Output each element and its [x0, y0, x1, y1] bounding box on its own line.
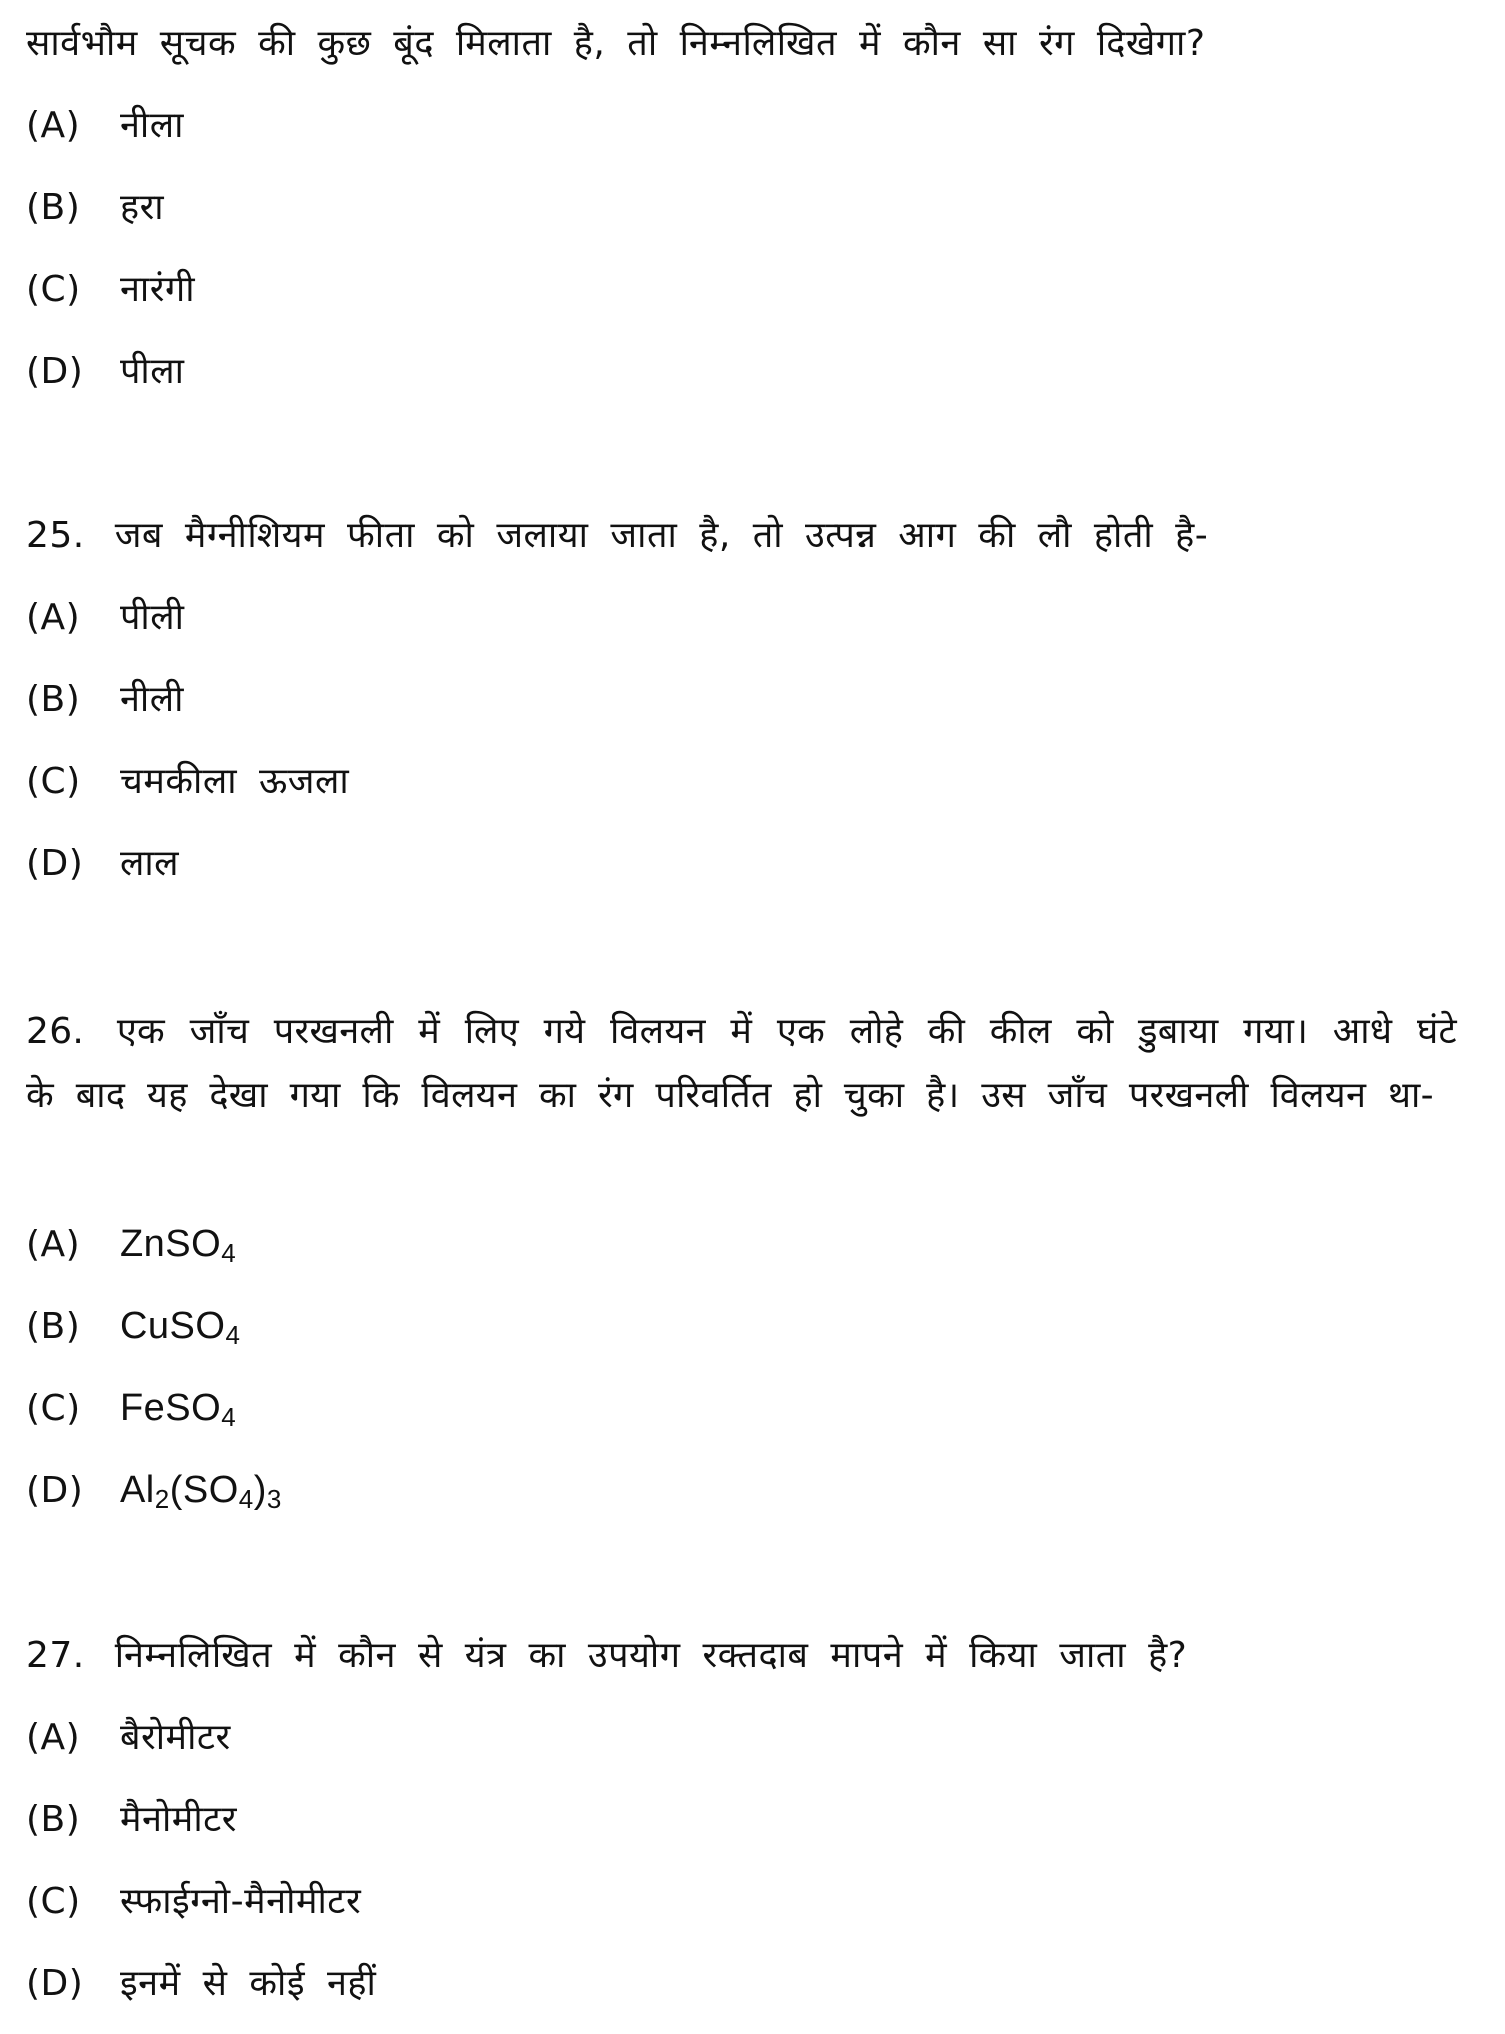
option-label: (A) — [26, 597, 81, 638]
option-label: (B) — [26, 1306, 81, 1347]
option-text: नारंगी — [119, 269, 196, 310]
question-number: 25. — [26, 515, 85, 556]
q26-option-d — [26, 1468, 1475, 1513]
option-text: नीला — [119, 105, 184, 146]
option-label: (D) — [26, 351, 84, 392]
option-label: (A) — [26, 1224, 81, 1265]
q26-option-a — [26, 1222, 1475, 1267]
question-text: जब मैग्नीशियम फीता को जलाया जाता है, तो उत्पन्न आग की लौ होती है- — [114, 515, 1209, 556]
question-text: निम्नलिखित में कौन से यंत्र का उपयोग रक्तदाब मापने में किया जाता है? — [114, 1635, 1188, 1676]
question-text: एक जाँच परखनली में लिए गये विलयन में एक लोहे की कील को डुबाया गया। आधे घंटे के बाद यह देखा गया कि विलयन का रंग परिवर्तित हो चुका है। उस जाँच परखनली विलयन था- — [26, 1011, 1457, 1116]
question-number: 26. — [26, 1011, 85, 1052]
option-text: पीला — [119, 351, 185, 392]
q27-option-b — [26, 1798, 1475, 1842]
chemical-formula: $Al_2(SO_4)_3$ — [119, 1469, 282, 1514]
option-text: स्फाईग्नो-मैनोमीटर — [119, 1881, 362, 1922]
question-27 — [26, 1634, 1475, 1678]
option-label: (C) — [26, 1388, 81, 1429]
option-label: (C) — [26, 269, 81, 310]
chemical-formula: FeSO$_4$ — [119, 1387, 237, 1432]
chemical-formula: ZnSO$_4$ — [119, 1223, 237, 1268]
option-label: (B) — [26, 679, 81, 720]
option-label: (D) — [26, 1470, 84, 1511]
option-label: (B) — [26, 187, 81, 228]
question-number: 27. — [26, 1635, 85, 1676]
q25-option-d — [26, 842, 1475, 886]
q27-option-c — [26, 1880, 1475, 1924]
option-label: (C) — [26, 1881, 81, 1922]
q25-option-c — [26, 760, 1475, 804]
option-text: मैनोमीटर — [119, 1799, 238, 1840]
option-label: (A) — [26, 1717, 81, 1758]
option-label: (C) — [26, 761, 81, 802]
q27-option-d — [26, 1962, 1475, 2006]
option-text: लाल — [119, 843, 180, 884]
option-text: नीली — [119, 679, 184, 720]
question-24-text: सार्वभौम सूचक की कुछ बूंद मिलाता है, तो निम्नलिखित में कौन सा रंग दिखेगा? — [26, 23, 1206, 64]
option-text: पीली — [119, 597, 185, 638]
option-label: (B) — [26, 1799, 81, 1840]
question-25 — [26, 514, 1475, 558]
q24-option-c — [26, 268, 1475, 312]
q24-option-b — [26, 186, 1475, 230]
q24-option-d — [26, 350, 1475, 394]
chemical-formula: CuSO$_4$ — [119, 1305, 241, 1350]
q25-option-b — [26, 678, 1475, 722]
q26-option-b — [26, 1304, 1475, 1349]
q27-option-a — [26, 1716, 1475, 1760]
option-text: बैरोमीटर — [119, 1717, 231, 1758]
option-label: (A) — [26, 105, 81, 146]
option-text: चमकीला ऊजला — [119, 761, 350, 802]
q24-option-a — [26, 104, 1475, 148]
option-text: हरा — [119, 187, 165, 228]
question-26 — [26, 1000, 1457, 1128]
option-text: इनमें से कोई नहीं — [119, 1963, 377, 2004]
option-label: (D) — [26, 1963, 84, 2004]
q25-option-a — [26, 596, 1475, 640]
option-label: (D) — [26, 843, 84, 884]
q26-option-c — [26, 1386, 1475, 1431]
